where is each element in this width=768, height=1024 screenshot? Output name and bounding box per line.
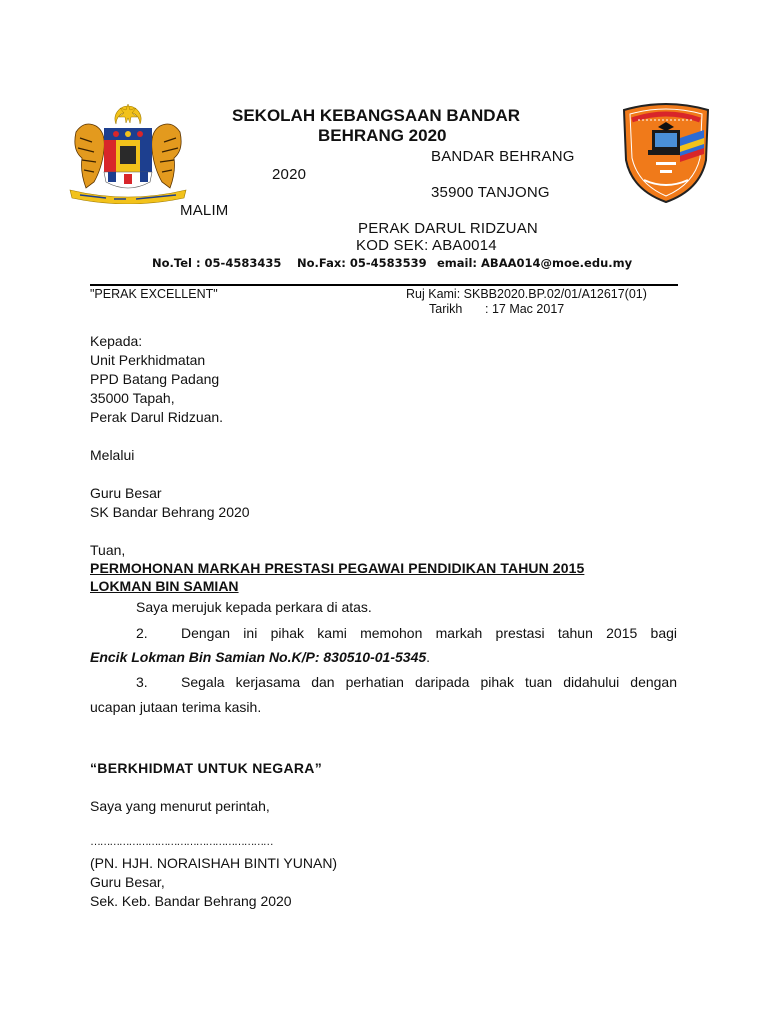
via-line: SK Bandar Behrang 2020	[90, 504, 250, 520]
contact-fax: No.Fax: 05-4583539	[297, 256, 427, 270]
via-label: Melalui	[90, 447, 135, 463]
recipient-line: Perak Darul Ridzuan.	[90, 409, 224, 425]
paragraph-3-line1: Segala kerjasama dan perhatian daripada pihak tuan didahului dengan	[181, 674, 677, 690]
paragraph-3-line2: ucapan jutaan terima kasih.	[90, 699, 262, 715]
school-name-line1: SEKOLAH KEBANGSAAN BANDAR	[232, 106, 521, 125]
subject-line2: LOKMAN BIN SAMIAN	[90, 578, 239, 594]
address-malim: MALIM	[180, 202, 229, 219]
school-name-line2: BEHRANG 2020	[318, 126, 447, 145]
signatory-title: Guru Besar,	[90, 874, 165, 890]
paragraph-2-line1: Dengan ini pihak kami memohon markah prestasi tahun 2015 bagi	[181, 625, 677, 641]
paragraph-1: Saya merujuk kepada perkara di atas.	[136, 599, 372, 615]
contact-tel: No.Tel : 05-4583435	[152, 256, 282, 270]
coat-of-arms-logo	[66, 102, 190, 204]
address-line1: BANDAR BEHRANG	[431, 148, 575, 165]
contact-email: email: ABAA014@moe.edu.my	[437, 256, 633, 270]
address-postcode: 35900 TANJONG	[431, 184, 550, 201]
school-code: KOD SEK: ABA0014	[356, 237, 497, 254]
date-value: : 17 Mac 2017	[485, 302, 565, 316]
signatory-school: Sek. Keb. Bandar Behrang 2020	[90, 893, 292, 909]
address-state: PERAK DARUL RIDZUAN	[358, 220, 538, 237]
date-label: Tarikh	[429, 302, 463, 316]
school-badge-logo	[618, 100, 714, 204]
paragraph-2-end: .	[426, 649, 431, 665]
closing-phrase: Saya yang menurut perintah,	[90, 798, 270, 814]
via-block	[90, 484, 250, 522]
header-divider	[90, 284, 678, 286]
address-2020: 2020	[272, 166, 307, 183]
slogan: “BERKHIDMAT UNTUK NEGARA”	[90, 760, 323, 776]
signatory-block	[90, 854, 337, 911]
motto-perak: "PERAK EXCELLENT"	[90, 287, 218, 301]
paragraph-2-line2	[90, 648, 430, 667]
recipient-line: Unit Perkhidmatan	[90, 352, 206, 368]
recipient-line: PPD Batang Padang	[90, 371, 220, 387]
recipient-line: 35000 Tapah,	[90, 390, 175, 406]
recipient-label: Kepada:	[90, 333, 143, 349]
paragraph-3-number: 3.	[136, 674, 148, 690]
paragraph-2-number: 2.	[136, 625, 148, 641]
signatory-name: (PN. HJH. NORAISHAH BINTI YUNAN)	[90, 855, 338, 871]
subject-line1: PERMOHONAN MARKAH PRESTASI PEGAWAI PENDIDIKAN TAHUN 2015	[90, 560, 585, 576]
via-line: Guru Besar	[90, 485, 162, 501]
reference-number: Ruj Kami: SKBB2020.BP.02/01/A12617(01)	[406, 287, 647, 301]
recipient-block	[90, 332, 223, 427]
salutation: Tuan,	[90, 542, 126, 558]
employee-name-ic: Encik Lokman Bin Samian No.K/P: 830510-01-5345	[90, 649, 427, 665]
signature-line: …………………………………………………	[90, 836, 273, 848]
